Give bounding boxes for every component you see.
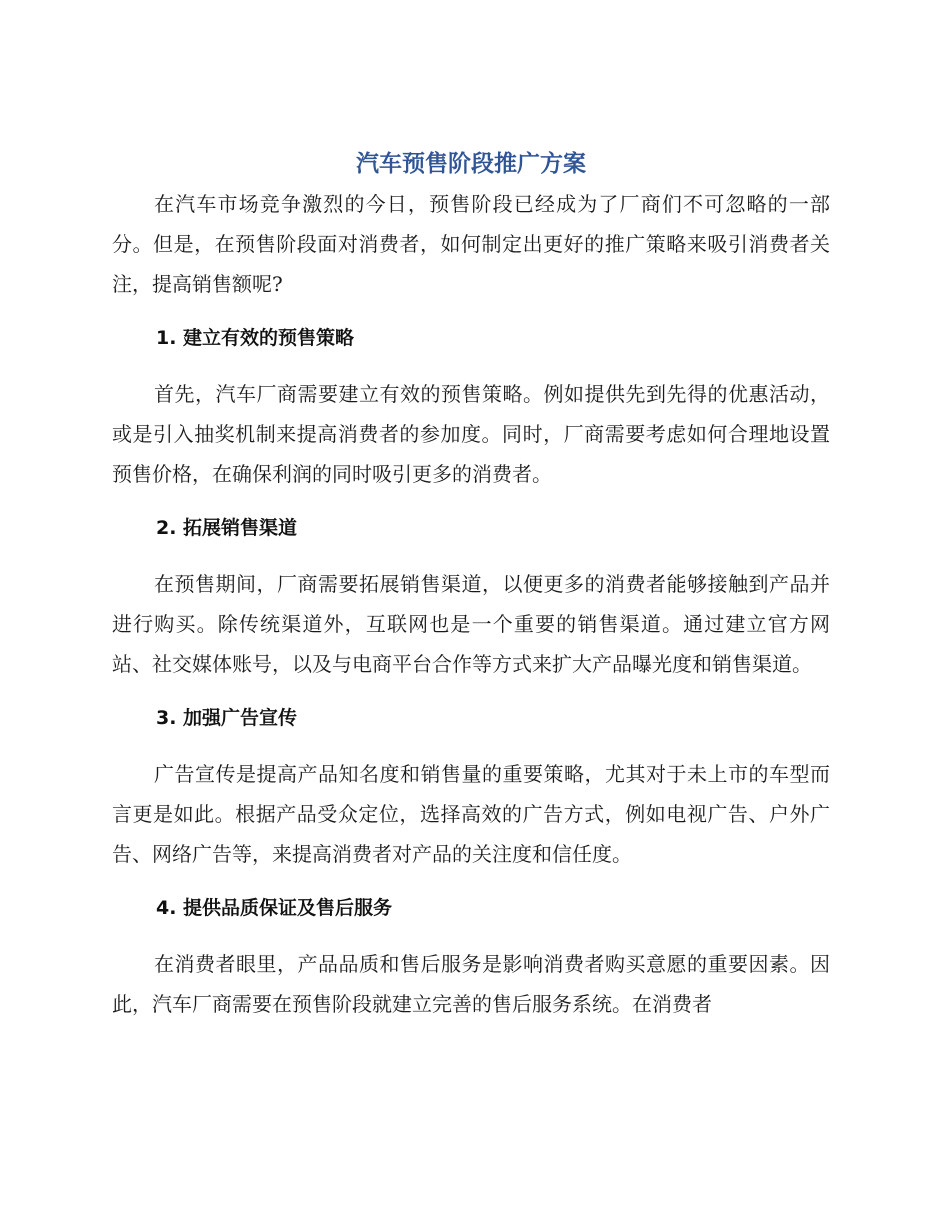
section-body-1: 首先，汽车厂商需要建立有效的预售策略。例如提供先到先得的优惠活动，或是引入抽奖机制来提高消费者的参加度。同时，厂商需要考虑如何合理地设置预售价格，在确保利润的同时吸引更多的消费者。 [112,382,830,486]
section-heading-3: 3. 加强广告宣传 [156,707,298,729]
section-body-4: 在消费者眼里，产品品质和售后服务是影响消费者购买意愿的重要因素。因此，汽车厂商需要在预售阶段就建立完善的售后服务系统。在消费者 [112,952,830,1016]
document-page [112,146,830,1024]
section-body-3: 广告宣传是提高产品知名度和销售量的重要策略，尤其对于未上市的车型而言更是如此。根据产品受众定位，选择高效的广告方式，例如电视广告、户外广告、网络广告等，来提高消费者对产品的关注度和信任度。 [112,762,830,866]
section-heading-2: 2. 拓展销售渠道 [156,517,298,539]
document-title: 汽车预售阶段推广方案 [356,151,586,177]
section-heading-4: 4. 提供品质保证及售后服务 [156,897,393,919]
section-body-2: 在预售期间，厂商需要拓展销售渠道，以便更多的消费者能够接触到产品并进行购买。除传统渠道外，互联网也是一个重要的销售渠道。通过建立官方网站、社交媒体账号，以及与电商平台合作等方式来扩大产品曝光度和销售渠道。 [112,572,830,676]
intro-paragraph: 在汽车市场竞争激烈的今日，预售阶段已经成为了厂商们不可忽略的一部分。但是，在预售阶段面对消费者，如何制定出更好的推广策略来吸引消费者关注，提高销售额呢? [112,192,830,296]
section-heading-1: 1. 建立有效的预售策略 [156,327,355,349]
